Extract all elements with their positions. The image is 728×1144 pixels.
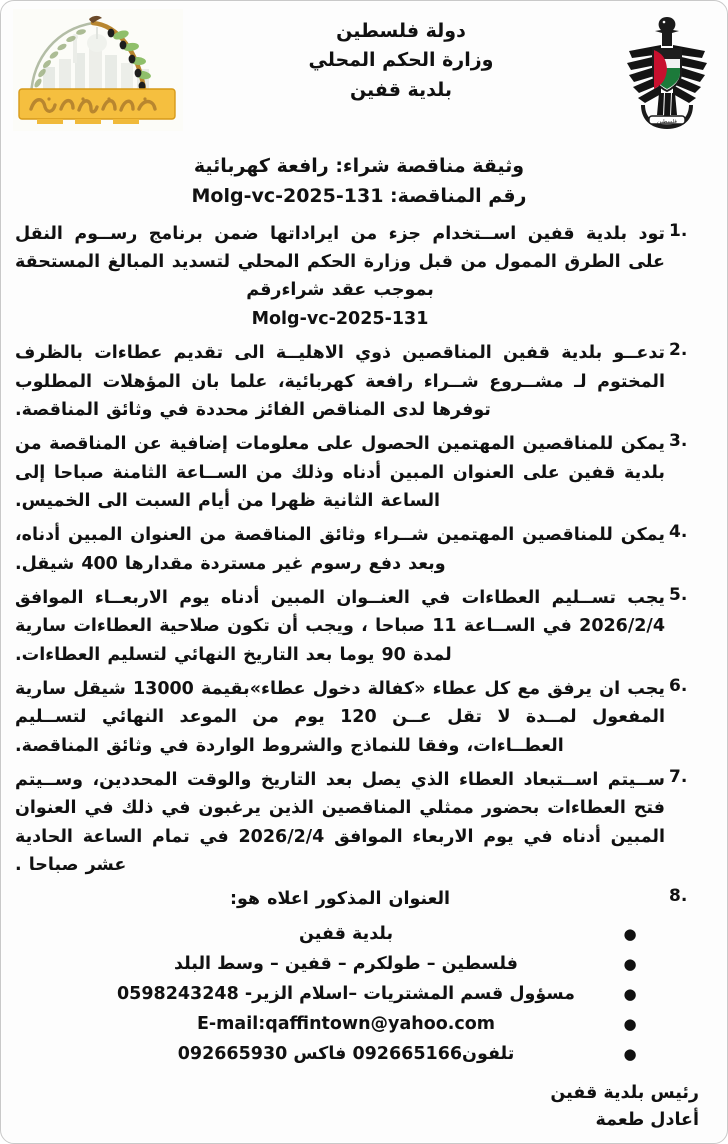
tender-title-block	[1, 147, 727, 214]
clause-number: 8.	[669, 886, 688, 907]
clause-body: العنوان المذكور اعلاه هو:	[229, 889, 451, 910]
clause-body: يجب ان يرفق مع كل عطاء «كفالة دخول عطاء»بقيمة 13000 شيقل سارية المفعول لمــدة لا تقل عــن 120 يوم من الموعد النهائي لتســليم العطــاءات، وفقا للنماذج والشروط الواردة في وثائق المناقصة.	[15, 678, 665, 756]
clause-item	[15, 885, 711, 913]
email-value: E-mail:qaffintown@yahoo.com	[196, 1013, 496, 1034]
clause-item	[15, 521, 711, 578]
tender-number-value: Molg-vc-2025-131	[191, 185, 384, 208]
header-line-ministry: وزارة الحكم المحلي	[308, 49, 494, 72]
clause-number: 7.	[669, 766, 688, 787]
bullet-icon: ●	[623, 984, 637, 1003]
signature-block	[15, 1070, 711, 1134]
list-item	[15, 950, 711, 978]
clause-item	[15, 675, 711, 760]
clause-body: يمكن للمناقصين المهتمين شــراء وثائق المناقصة من العنوان المبين أدناه، وبعد دفع رسوم غير مستردة مقدارها 400 شيقل.	[15, 525, 665, 574]
address-line-email	[15, 1010, 621, 1038]
list-item	[15, 1010, 711, 1038]
svg-text:فلسطين: فلسطين	[657, 119, 677, 125]
clause-body: يمكن للمناقصين المهتمين الحصول على معلومات إضافية عن المناقصة من بلدية قفين على العنوان المبين أدناه وذلك من الســاعة الثامنة صباحا إلى الساعة الثانية ظهرا من أيام السبت الى الخميس.	[15, 434, 665, 511]
address-line: بلدية قفين	[298, 923, 394, 944]
bullet-icon: ●	[623, 1044, 637, 1063]
palestine-eagle-emblem-icon	[619, 11, 715, 135]
clause-body	[15, 220, 665, 333]
bullet-icon: ●	[623, 954, 637, 973]
address-list	[15, 920, 711, 1068]
header-titles	[183, 9, 619, 105]
clause-body: ســيتم اســتبعاد العطاء الذي يصل بعد التاريخ والوقت المحددين، وســيتم فتح العطاءات بحضور ممثلي المناقصين الذين يرغبون في ذلك في العنوان المبين أدناه في يوم الاربعاء الموافق 2026/2/4 في تمام الساعة الحادية عشر صباحا .	[15, 769, 665, 875]
tender-number-label: رقم المناقصة:	[390, 185, 527, 208]
clause-number: 6.	[669, 675, 688, 696]
signatory-name: أعادل طعمة	[595, 1109, 699, 1130]
clause-number: 4.	[669, 522, 688, 543]
clause-number: 3.	[669, 431, 688, 452]
clause-text: تود بلدية قفين اســتخدام جزء من ايراداتها ضمن برنامج رســوم النقل على الطرق الممول من قبل وزارة الحكم المحلي لتسديد المبالغ المستحقة بموجب عقد شراءرقم	[15, 223, 665, 301]
clause-item	[15, 220, 711, 333]
list-item	[15, 920, 711, 948]
clause-item	[15, 339, 711, 424]
list-item	[15, 980, 711, 1008]
clause-item	[15, 430, 711, 515]
bullet-icon: ●	[623, 924, 637, 943]
clause-body: يجب تســليم العطاءات في العنــوان المبين أدناه يوم الاربعــاء الموافق 2026/2/4 في الســاعة 11 صباحا ، ويجب أن تكون صلاحية العطاءات سارية لمدة 90 يوما بعد التاريخ النهائي لتسليم العطاءات.	[15, 587, 665, 665]
header-line-municipality: بلدية قفين	[349, 78, 453, 101]
tender-number-line	[31, 181, 687, 211]
address-line: فلسطين – طولكرم – قفين – وسط البلد	[174, 953, 518, 974]
clause-item	[15, 766, 711, 879]
tender-subject-title: وثيقة مناقصة شراء: رافعة كهربائية	[193, 155, 525, 177]
clause-body: تدعــو بلدية قفين المناقصين ذوي الاهليــة الى تقديم عطاءات بالظرف المختوم لـ مشــروع شــراء رافعة كهربائية، علما بان المؤهلات المطلوب توفرها لدى المناقص الفائز محددة في وثائق المناقصة.	[15, 343, 665, 420]
header-line-state: دولة فلسطين	[336, 20, 466, 42]
document-body	[1, 214, 727, 1134]
qaffin-municipality-logo	[13, 9, 183, 131]
clause-list	[15, 220, 711, 914]
list-item	[15, 1040, 711, 1068]
clause-contract-code: Molg-vc-2025-131	[251, 308, 429, 329]
clause-number: 2.	[669, 340, 688, 361]
clause-number: 1.	[669, 220, 688, 241]
clause-item	[15, 584, 711, 669]
address-line-contact: مسؤول قسم المشتريات –اسلام الزير- 0598243248	[116, 983, 575, 1004]
bullet-icon: ●	[623, 1014, 637, 1033]
document-header	[1, 1, 727, 151]
address-line-phone: تلفون092665166 فاكس 092665930	[177, 1043, 515, 1064]
clause-number: 5.	[669, 584, 688, 605]
signatory-role: رئيس بلدية قفين	[550, 1082, 699, 1103]
